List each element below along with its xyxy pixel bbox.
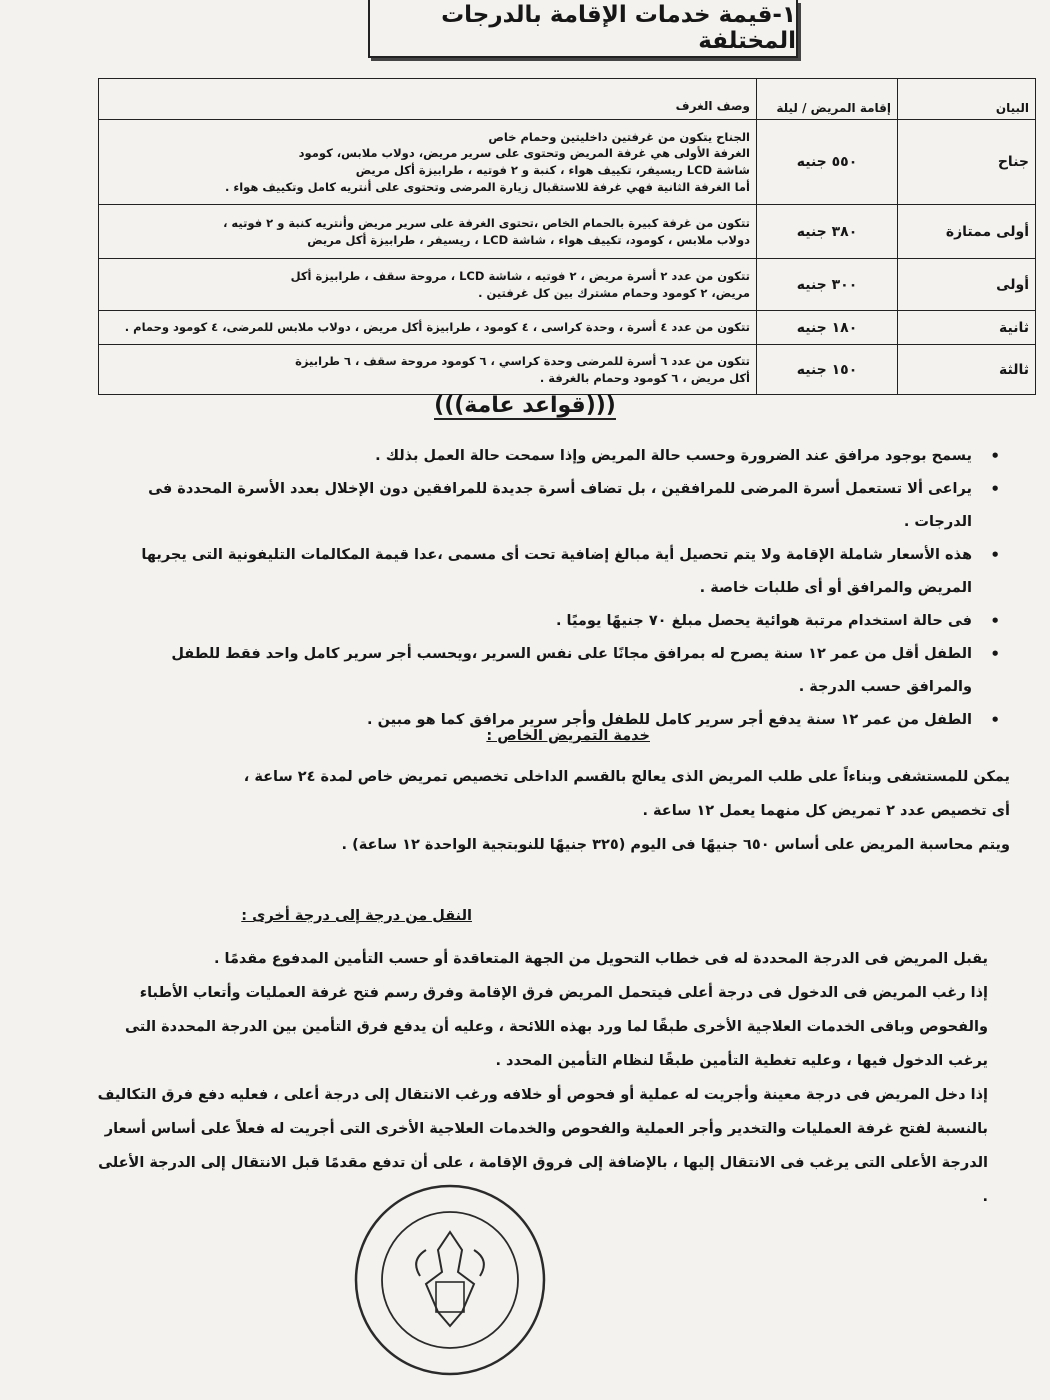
class-transfer-text <box>90 942 1008 1214</box>
row-description <box>99 345 757 395</box>
rule-item: • هذه الأسعار شاملة الإقامة ولا يتم تحصيل أية مبالغ إضافية تحت أى مسمى ،عدا قيمة المكالمات التليفونية التى يجريها المريض والمرافق أو أى طلبات خاصة . <box>112 539 1010 605</box>
paragraph-line: أى تخصيص عدد ٢ تمريض كل منهما يعمل ١٢ ساعة . <box>642 803 1010 819</box>
header-class: البيان <box>898 79 1036 120</box>
table-row <box>99 205 1036 259</box>
document-title: ١-قيمة خدمات الإقامة بالدرجات المختلفة <box>368 0 798 58</box>
row-description <box>99 120 757 205</box>
paragraph-line: يمكن للمستشفى وبناءاً على طلب المريض الذى يعالج بالقسم الداخلى تخصيص تمريض خاص لمدة ٢٤ ساعة ، <box>243 769 1010 785</box>
general-rules-heading-text: (((قواعد عامة))) <box>434 393 616 418</box>
table-row <box>99 311 1036 345</box>
desc-line: أما الغرفة الثانية فهي غرفة للاستقبال زيارة المرضى وتحتوى على أنتريه كامل وتكييف هواء . <box>224 179 750 194</box>
general-rules-list <box>112 440 1010 737</box>
desc-line: تتكون من عدد ٦ أسرة للمرضى وحدة كراسي ، ٦ كومود مروحة سقف ، ٦ طرابيزة <box>295 353 750 368</box>
desc-line: أكل مريض ، ٦ كومود وحمام بالغرفة . <box>539 370 750 385</box>
desc-line: تتكون من عدد ٢ أسرة مريض ، ٢ فوتيه ، شاشة LCD ، مروحة سقف ، طرابيزة أكل <box>290 268 750 283</box>
desc-line: الجناح يتكون من غرفتين داخليتين وحمام خاص <box>488 129 750 144</box>
desc-line: الغرفة الأولى هي غرفة المريض وتحتوى على سرير مريض، دولاب ملابس، كومود <box>298 146 750 161</box>
table-row <box>99 120 1036 205</box>
private-nursing-heading: خدمة التمريض الخاص : <box>486 728 650 744</box>
header-description: وصف الغرف <box>99 79 757 120</box>
class-transfer-heading: النقل من درجة إلى درجة أخرى : <box>241 908 472 924</box>
general-rules-heading <box>0 393 1050 418</box>
table-row <box>99 259 1036 311</box>
row-class: ثانية <box>898 311 1036 345</box>
paragraph-line: يقبل المريض فى الدرجة المحددة له فى خطاب التحويل من الجهة المتعاقدة أو حسب التأمين المدفوع مقدمًا . <box>213 951 988 967</box>
desc-line: تتكون من غرفة كبيرة بالحمام الخاص ،تحتوى الغرفة على سرير مريض وأنتريه كنبة و ٢ فوتيه ، <box>223 215 750 230</box>
desc-line: دولاب ملابس ، كومود، تكييف هواء ، شاشة LCD ، ريسيفر ، طرابيزة أكل مريض <box>307 232 750 247</box>
row-price: ١٨٠ جنيه <box>757 311 898 345</box>
row-class: أولى ممتازة <box>898 205 1036 259</box>
table-row <box>99 345 1036 395</box>
paragraph-line: إذا دخل المريض فى درجة معينة وأجريت له عملية أو فحوص أو خلافه ورغب الانتقال إلى درجة أعلى ، فعليه دفع فرق التكاليف بالنسبة لفتح غرفة العمليات والتخدير وأجر العملية والفحوص والخدمات العلاجية الأخرى التى أجريت له فعلاً على أساس أسعار الدرجة الأعلى التى يرغب فى الانتقال إليها ، بالإضافة إلى فروق الإقامة ، على أن تدفع مقدمًا قبل الانتقال إلى الدرجة الأعلى . <box>97 1087 988 1205</box>
row-description <box>99 259 757 311</box>
row-class: جناح <box>898 120 1036 205</box>
row-class: أولى <box>898 259 1036 311</box>
row-class: ثالثة <box>898 345 1036 395</box>
table-header-row <box>99 79 1036 120</box>
rule-item: • فى حالة استخدام مرتبة هوائية يحصل مبلغ ٧٠ جنيهًا يوميًا . <box>112 605 1010 638</box>
paragraph-line: ويتم محاسبة المريض على أساس ٦٥٠ جنيهًا فى اليوم (٣٢٥ جنيهًا للنوبتجية الواحدة ١٢ ساعة) . <box>341 837 1010 853</box>
desc-line: تتكون من عدد ٤ أسرة ، وحدة كراسى ، ٤ كومود ، طرابيزة أكل مريض ، دولاب ملابس للمرضى، ٤ كومود وحمام . <box>124 320 750 335</box>
private-nursing-text <box>90 760 1010 862</box>
row-description <box>99 205 757 259</box>
header-price: إقامة المريض / ليلة <box>757 79 898 120</box>
row-description <box>99 311 757 345</box>
rule-item: • الطفل من عمر ١٢ سنة يدفع أجر سرير كامل للطفل وأجر سرير مرافق كما هو مبين . <box>112 704 1010 737</box>
row-price: ٥٥٠ جنيه <box>757 120 898 205</box>
official-seal-stamp <box>350 1180 550 1380</box>
paragraph-line: إذا رغب المريض فى الدخول فى درجة أعلى فيتحمل المريض فرق الإقامة وفرق رسم فتح غرفة العمليات وأتعاب الأطباء والفحوص وباقى الخدمات العلاجية الأخرى طبقًا لما ورد بهذه اللائحة ، وعليه أن يدفع فرق التأمين بين الدرجة المحددة التى يرغب الدخول فيها ، وعليه تغطية التأمين طبقًا لنظام التأمين المحدد . <box>125 985 988 1069</box>
row-price: ١٥٠ جنيه <box>757 345 898 395</box>
desc-line: شاشة LCD ريسيفر، تكييف هواء ، كنبة و ٢ فوتيه ، طرابيزة أكل مريض <box>355 163 750 177</box>
row-price: ٣٠٠ جنيه <box>757 259 898 311</box>
rule-item: • الطفل أقل من عمر ١٢ سنة يصرح له بمرافق مجانًا على نفس السرير ،ويحسب أجر سرير كامل واحد فقط للطفل والمرافق حسب الدرجة . <box>112 638 1010 704</box>
desc-line: مريض، ٢ كومود وحمام مشترك بين كل غرفتين . <box>478 285 750 300</box>
rule-item: • يسمح بوجود مرافق عند الضرورة وحسب حالة المريض وإذا سمحت حالة العمل بذلك . <box>112 440 1010 473</box>
room-rates-table <box>98 78 1036 395</box>
rule-item: • يراعى ألا تستعمل أسرة المرضى للمرافقين ، بل تضاف أسرة جديدة للمرافقين دون الإخلال بعدد الأسرة المحددة فى الدرجات . <box>112 473 1010 539</box>
row-price: ٣٨٠ جنيه <box>757 205 898 259</box>
